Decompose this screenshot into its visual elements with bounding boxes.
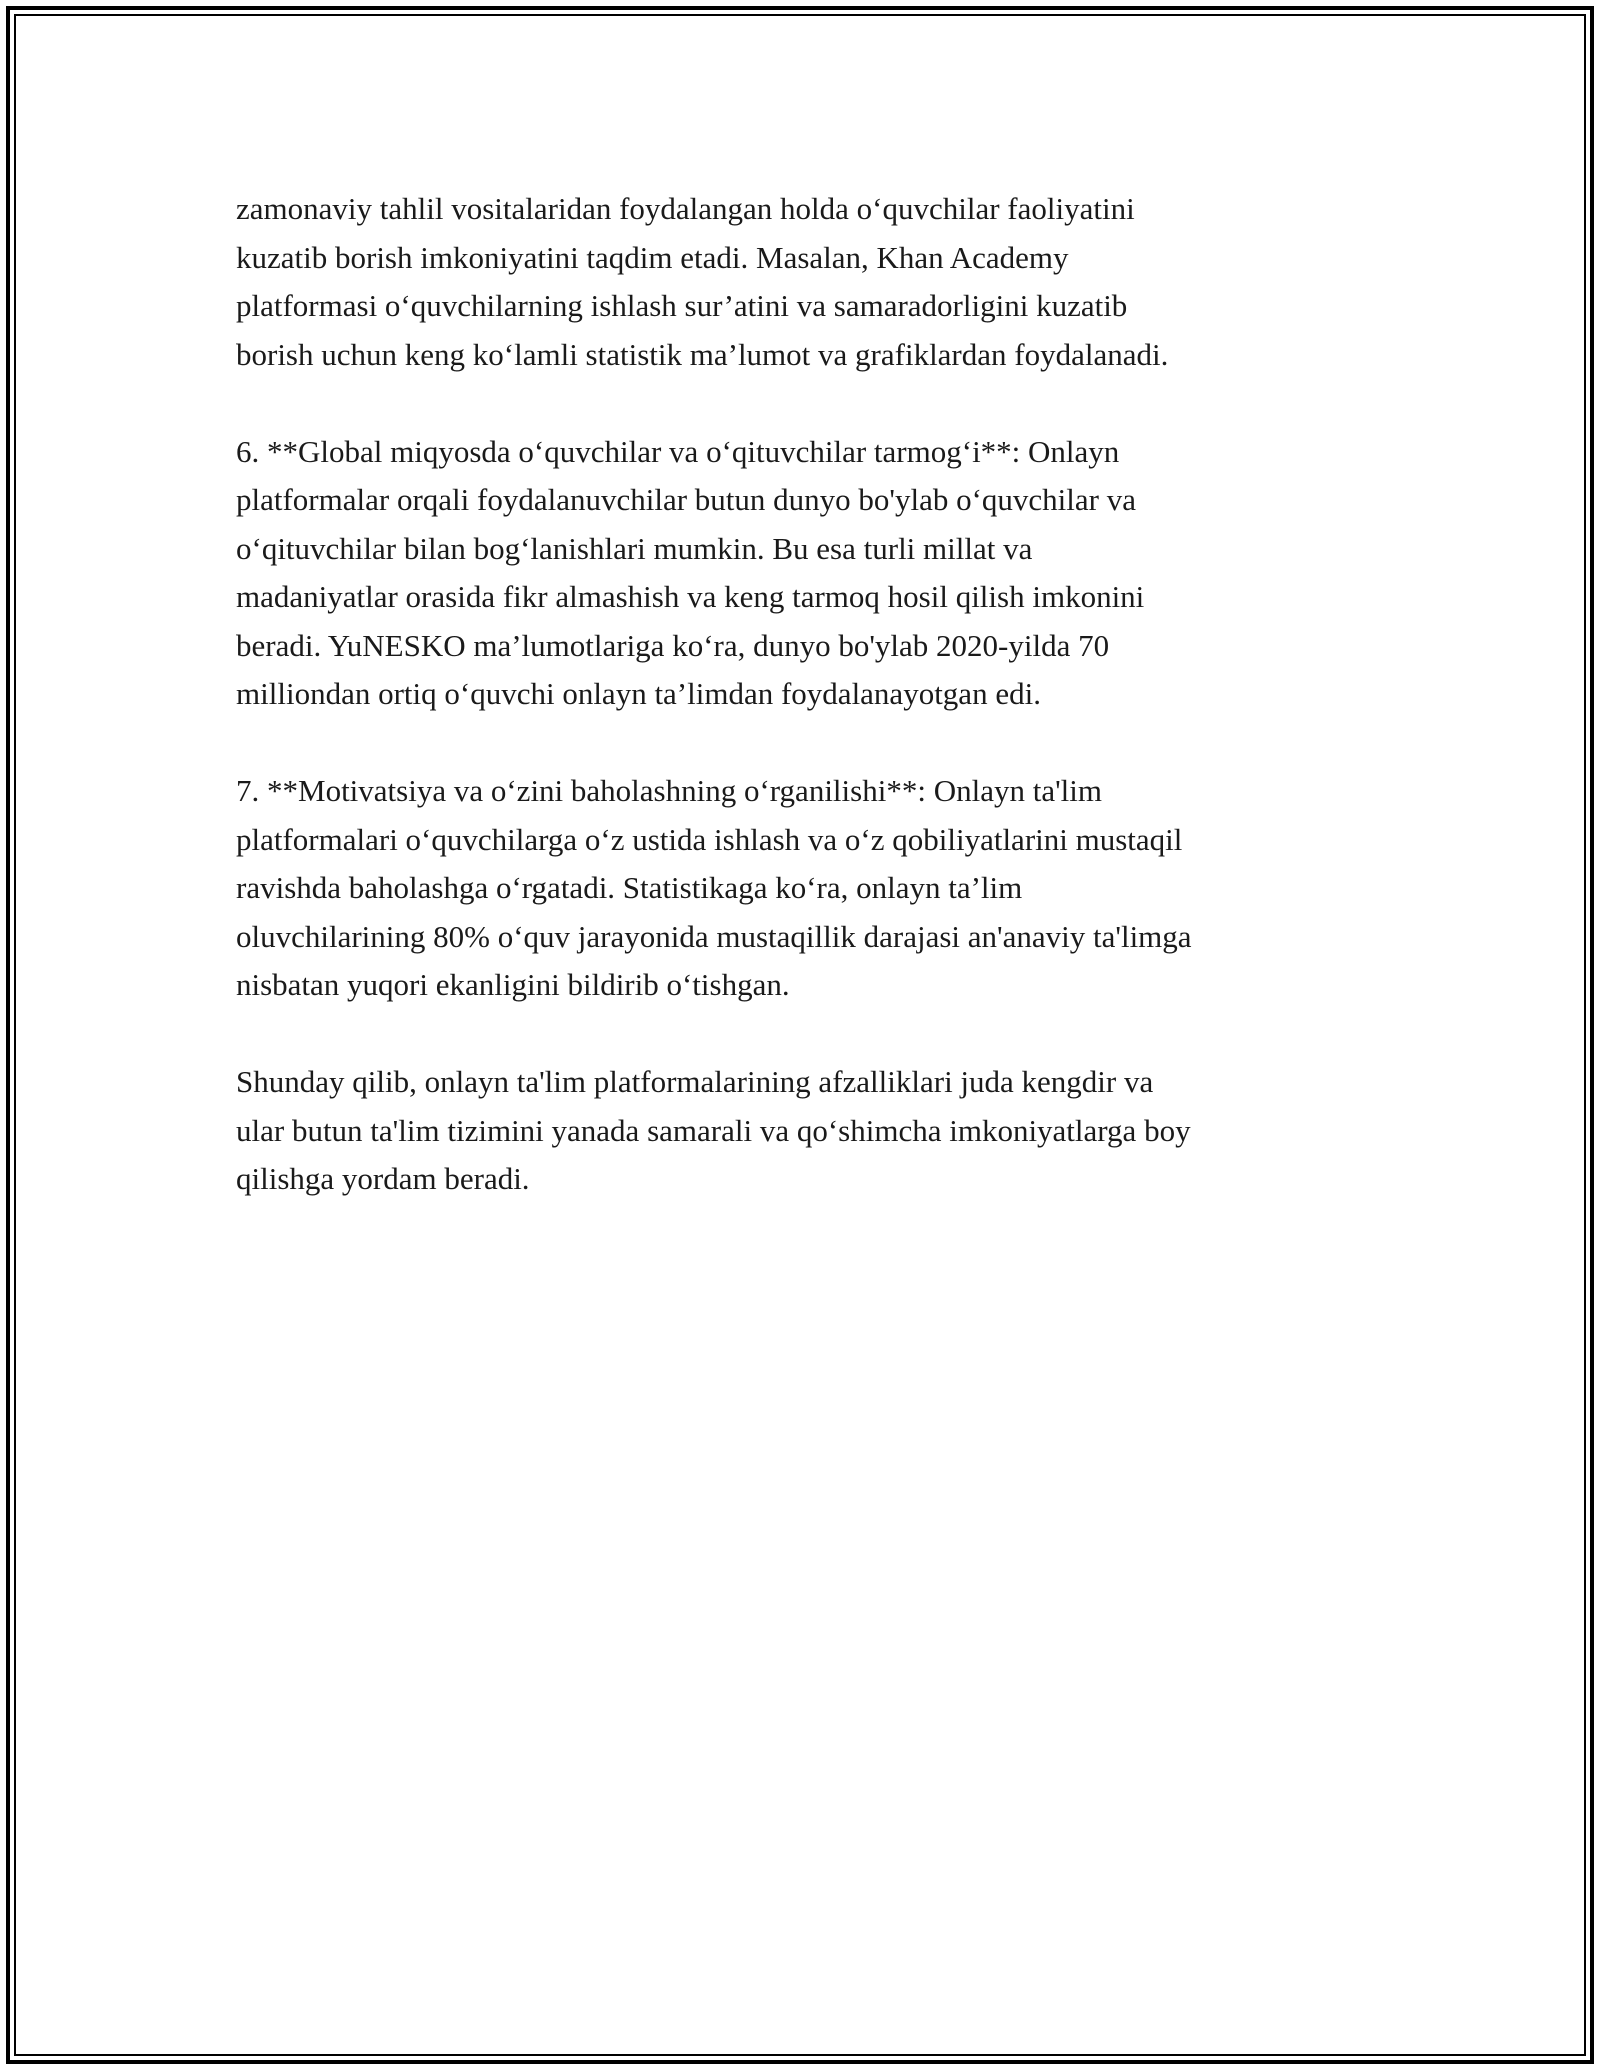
paragraph-intro-continuation [236,185,1376,379]
text-line: Shunday qilib, onlayn ta'lim platformalarining afzalliklari juda kengdir va [236,1064,1154,1099]
text-line: oluvchilarining 80% o‘quv jarayonida mustaqillik darajasi an'anaviy ta'limga [236,918,1192,954]
paragraph-item-6 [236,428,1376,719]
text-line: platformalar orqali foydalanuvchilar butun dunyo bo'ylab o‘quvchilar va [236,482,1136,517]
document-body [236,185,1376,1252]
text-line: zamonaviy tahlil vositalaridan foydalangan holda o‘quvchilar faoliyatini [236,191,1135,226]
text-line: qilishga yordam beradi. [236,1161,530,1196]
text-line: milliondan ortiq o‘quvchi onlayn ta’limdan foydalanayotgan edi. [236,676,1041,711]
text-line: 6. **Global miqyosda o‘quvchilar va o‘qituvchilar tarmog‘i**: Onlayn [236,433,1120,469]
paragraph-item-7 [236,767,1376,1010]
text-line: o‘qituvchilar bilan bog‘lanishlari mumkin. Bu esa turli millat va [236,530,1033,566]
paragraph-conclusion [236,1058,1376,1204]
text-line: beradi. YuNESKO ma’lumotlariga ko‘ra, dunyo bo'ylab 2020-yilda 70 [236,627,1110,663]
text-line: ravishda baholashga o‘rgatadi. Statistikaga ko‘ra, onlayn ta’lim [236,870,1023,905]
text-line: platformalari o‘quvchilarga o‘z ustida ishlash va o‘z qobiliyatlarini mustaqil [236,821,1183,857]
text-line: madaniyatlar orasida fikr almashish va keng tarmoq hosil qilish imkonini [236,579,1145,614]
text-line: ular butun ta'lim tizimini yanada samarali va qo‘shimcha imkoniyatlarga boy [236,1112,1191,1148]
text-line: kuzatib borish imkoniyatini taqdim etadi. Masalan, Khan Academy [236,239,1069,275]
text-line: 7. **Motivatsiya va o‘zini baholashning o‘rganilishi**: Onlayn ta'lim [236,773,1103,808]
text-line: platformasi o‘quvchilarning ishlash sur’atini va samaradorligini kuzatib [236,288,1128,323]
text-line: borish uchun keng ko‘lamli statistik ma’lumot va grafiklardan foydalanadi. [236,336,1169,372]
text-line: nisbatan yuqori ekanligini bildirib o‘tishgan. [236,967,790,1002]
